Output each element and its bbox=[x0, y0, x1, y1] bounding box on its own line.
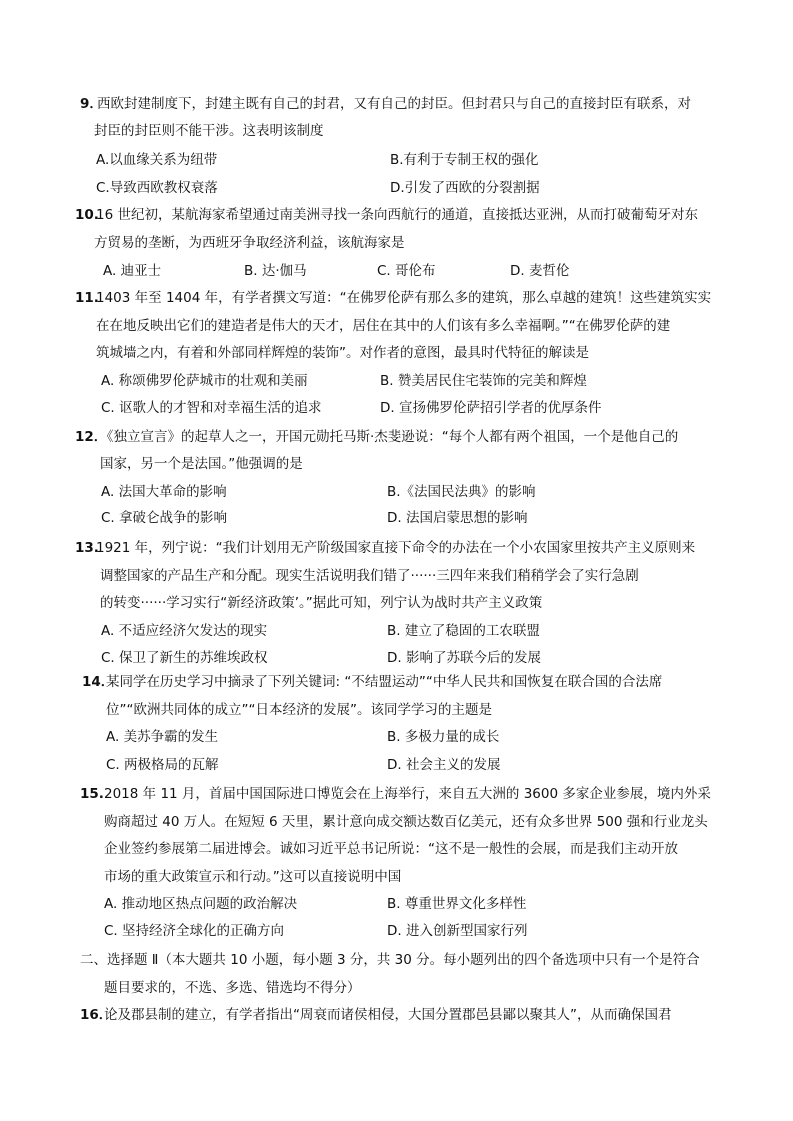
question-text-line: 某同学在历史学习中摘录了下列关键词: “不结盟运动”“中华人民共和国恢复在联合国的合法席 bbox=[106, 674, 663, 690]
option-c: C. 坚持经济全球化的正确方向 bbox=[104, 923, 285, 939]
section-header-line: 题目要求的，不选、多选、错选均不得分） bbox=[104, 980, 361, 996]
option-b: B. 达·伽马 bbox=[244, 263, 307, 279]
option-d: D.引发了西欧的分裂割据 bbox=[390, 180, 540, 196]
question-text-line: 16 世纪初，某航海家希望通过南美洲寻找一条向西航行的通道，直接抵达亚洲，从而打破葡萄牙对东 bbox=[96, 207, 698, 223]
question-number: 9． bbox=[80, 96, 103, 112]
question-number: 10. bbox=[75, 207, 99, 223]
question-text-line: 位”“欧洲共同体的成立”“日本经济的发展”。该同学学习的主题是 bbox=[106, 702, 492, 718]
option-c: C. 两极格局的瓦解 bbox=[106, 757, 219, 773]
option-d: D. 麦哲伦 bbox=[510, 263, 570, 279]
option-a: A.以血缘关系为纽带 bbox=[96, 152, 218, 168]
option-a: A. 称颂佛罗伦萨城市的壮观和美丽 bbox=[101, 373, 308, 389]
option-d: D. 宣扬佛罗伦萨招引学者的优厚条件 bbox=[380, 400, 602, 416]
question-text-line: 筑城墙之内，有着和外部同样辉煌的装饰”。对作者的意图，最具时代特征的解读是 bbox=[96, 345, 589, 361]
question-number: 13. bbox=[75, 540, 99, 556]
option-b: B.有利于专制王权的强化 bbox=[390, 152, 539, 168]
option-a: A. 美苏争霸的发生 bbox=[106, 729, 219, 745]
question-text-line: 《独立宣言》的起草人之一，开国元勋托马斯·杰斐逊说：“每个人都有两个祖国，一个是他自己的 bbox=[100, 429, 679, 445]
question-text-line: 方贸易的垄断，为西班牙争取经济利益，该航海家是 bbox=[94, 235, 405, 251]
question-number: 15. bbox=[80, 786, 104, 802]
question-text-line: 国家，另一个是法国。”他强调的是 bbox=[100, 456, 303, 472]
option-c: C. 哥伦布 bbox=[377, 263, 436, 279]
option-c: C.导致西欧教权衰落 bbox=[96, 180, 218, 196]
question-text-line: 的转变······学习实行“新经济政策’。”据此可知，列宁认为战时共产主义政策 bbox=[100, 595, 543, 611]
question-text-line: 论及郡县制的建立，有学者指出“周衰而诸侯相侵，大国分置郡邑县鄙以聚其人”，从而确保国君 bbox=[104, 1007, 672, 1023]
option-d: D. 进入创新型国家行列 bbox=[387, 923, 528, 939]
option-b: B. 建立了稳固的工农联盟 bbox=[387, 623, 540, 639]
question-text-line: 西欧封建制度下，封建主既有自己的封君，又有自己的封臣。但封君只与自己的直接封臣有联系，对 bbox=[97, 96, 691, 112]
option-b: B. 尊重世界文化多样性 bbox=[387, 896, 527, 912]
option-a: A. 迪亚士 bbox=[103, 263, 162, 279]
question-number: 14． bbox=[82, 674, 115, 690]
question-number: 16． bbox=[80, 1007, 113, 1023]
option-a: A. 法国大革命的影响 bbox=[101, 484, 227, 500]
section-header-line: 二、选择题 Ⅱ（本大题共 10 小题，每小题 3 分，共 30 分。每小题列出的四个备选项中只有一个是符合 bbox=[80, 952, 700, 968]
option-c: C. 保卫了新生的苏维埃政权 bbox=[101, 650, 268, 666]
question-text-line: 购商超过 40 万人。在短短 6 天里，累计意向成交额达数百亿美元，还有众多世界 500 强和行业龙头 bbox=[104, 814, 708, 830]
option-c: C. 拿破仑战争的影响 bbox=[101, 510, 228, 526]
question-text-line: 调整国家的产品生产和分配。现实生活说明我们错了······三四年来我们稍稍学会了实行急剧 bbox=[100, 568, 639, 584]
question-text-line: 企业签约参展第二届进博会。诚如习近平总书记所说：“这不是一般性的会展，而是我们主动开放 bbox=[104, 841, 678, 857]
option-d: D. 影响了苏联今后的发展 bbox=[387, 650, 541, 666]
option-b: B. 赞美居民住宅装饰的完美和辉煌 bbox=[380, 373, 587, 389]
question-text-line: 1403 年至 1404 年，有学者撰文写道：“在佛罗伦萨有那么多的建筑，那么卓越的建筑！这些建筑实实 bbox=[96, 290, 712, 306]
question-number: 12． bbox=[75, 429, 108, 445]
option-b: B. 多极力量的成长 bbox=[387, 729, 500, 745]
option-d: D. 社会主义的发展 bbox=[387, 757, 501, 773]
question-number: 11. bbox=[75, 290, 99, 306]
question-text-line: 2018 年 11 月，首届中国国际进口博览会在上海举行，来自五大洲的 3600 多家企业参展，境内外采 bbox=[104, 786, 711, 802]
question-text-line: 1921 年，列宁说：“我们计划用无产阶级国家直接下命令的办法在一个小农国家里按共产主义原则来 bbox=[96, 540, 696, 556]
option-a: A. 推动地区热点问题的政治解决 bbox=[104, 896, 298, 912]
question-text-line: 封臣的封臣则不能干涉。这表明该制度 bbox=[94, 123, 324, 139]
option-b: B.《法国民法典》的影响 bbox=[387, 484, 536, 500]
question-text-line: 在在地反映出它们的建造者是伟大的天才，居住在其中的人们该有多么幸福啊。”“在佛罗伦萨的建 bbox=[96, 318, 671, 334]
option-d: D. 法国启蒙思想的影响 bbox=[387, 510, 528, 526]
option-c: C. 讴歌人的才智和对幸福生活的追求 bbox=[101, 400, 322, 416]
option-a: A. 不适应经济欠发达的现实 bbox=[101, 623, 268, 639]
question-text-line: 市场的重大政策宣示和行动。”这可以直接说明中国 bbox=[104, 869, 402, 885]
